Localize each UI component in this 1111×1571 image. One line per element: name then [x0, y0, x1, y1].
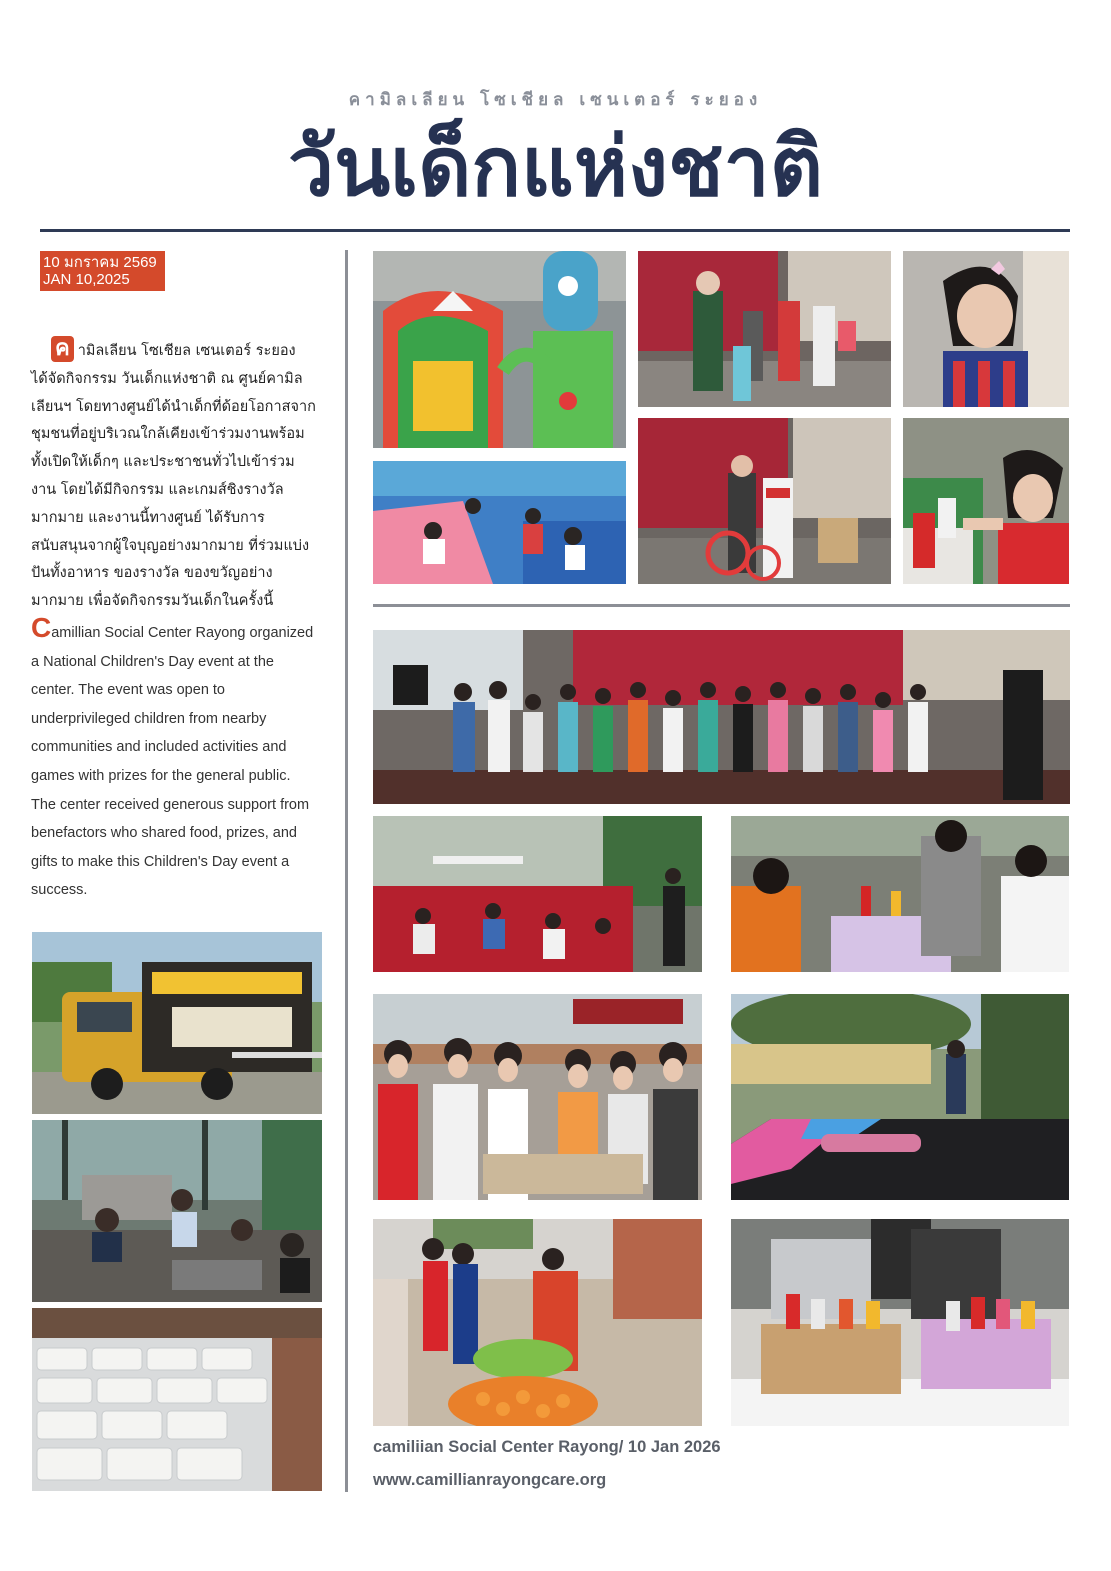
thai-dropcap: ค [51, 336, 74, 362]
page-subtitle: คามิลเลียน โซเชียล เซนเตอร์ ระยอง [348, 90, 763, 110]
girl-game-photo [903, 418, 1069, 584]
food-truck-photo [32, 932, 322, 1114]
group-photo [373, 630, 1070, 804]
volunteers-food-photo [373, 994, 702, 1200]
floor-activity-photo [373, 816, 702, 972]
column-divider [345, 250, 348, 1492]
prize-giving-photo-1 [638, 251, 891, 407]
english-body: amillian Social Center Rayong organized a National Children's Day event at the center. The event was open to underprivileged children from nearby communities and included activities and games with prizes for the general public. The center received generous support from benefactors who shared food, prizes, and gifts to make this Children's Day event a success. [31, 625, 314, 899]
prize-giving-photo-2 [638, 418, 891, 584]
bouncy-play-photo [373, 461, 626, 584]
girl-portrait-photo [903, 251, 1069, 407]
article-english [31, 612, 316, 905]
section-divider [373, 604, 1070, 607]
drink-game-photo [731, 816, 1069, 972]
indoor-children-photo [32, 1120, 322, 1302]
date-badge [40, 251, 165, 291]
title-divider [40, 229, 1070, 232]
food-boxes-photo [32, 1308, 322, 1491]
page-title: วันเด็กแห่งชาติ [288, 120, 823, 215]
trampoline-photo [731, 994, 1069, 1200]
date-english: JAN 10,2025 [43, 271, 130, 288]
english-dropcap: C [31, 612, 52, 643]
fruit-table-photo [373, 1219, 702, 1426]
footer-website[interactable]: www.camillianrayongcare.org [373, 1471, 607, 1489]
footer-credit: camiliian Social Center Rayong/ 10 Jan 2026 [373, 1438, 721, 1456]
thai-body: ามิลเลียน โซเชียล เซนเตอร์ ระยอง ได้จัดกิจกรรม วันเด็กแห่งชาติ ณ ศูนย์คามิลเลียนฯ โดยทางศูนย์ได้นำเด็กที่ด้อยโอกาสจากชุมชนที่อยู่บริเวณใกล้เคียงเข้าร่วมงานพร้อมทั้งเปิดให้เด็กๆ และประชาชนทั่วไปเข้าร่วมงาน โดยได้มีกิจกรรม และเกมส์ชิงรางวัลมากมาย และงานนี้ทางศูนย์ ได้รับการสนับสนุนจากผู้ใจบุญอย่างมากมาย ที่ร่วมแบ่งปันทั้งอาหาร ของรางวัล ของขวัญอย่างมากมาย เพื่อจัดกิจกรรมวันเด็กในครั้งนี้ [31, 343, 316, 610]
bouncy-castle-photo [373, 251, 626, 448]
bottle-game-photo [731, 1219, 1069, 1426]
date-thai: 10 มกราคม 2569 [43, 254, 157, 271]
article-thai [31, 336, 316, 616]
